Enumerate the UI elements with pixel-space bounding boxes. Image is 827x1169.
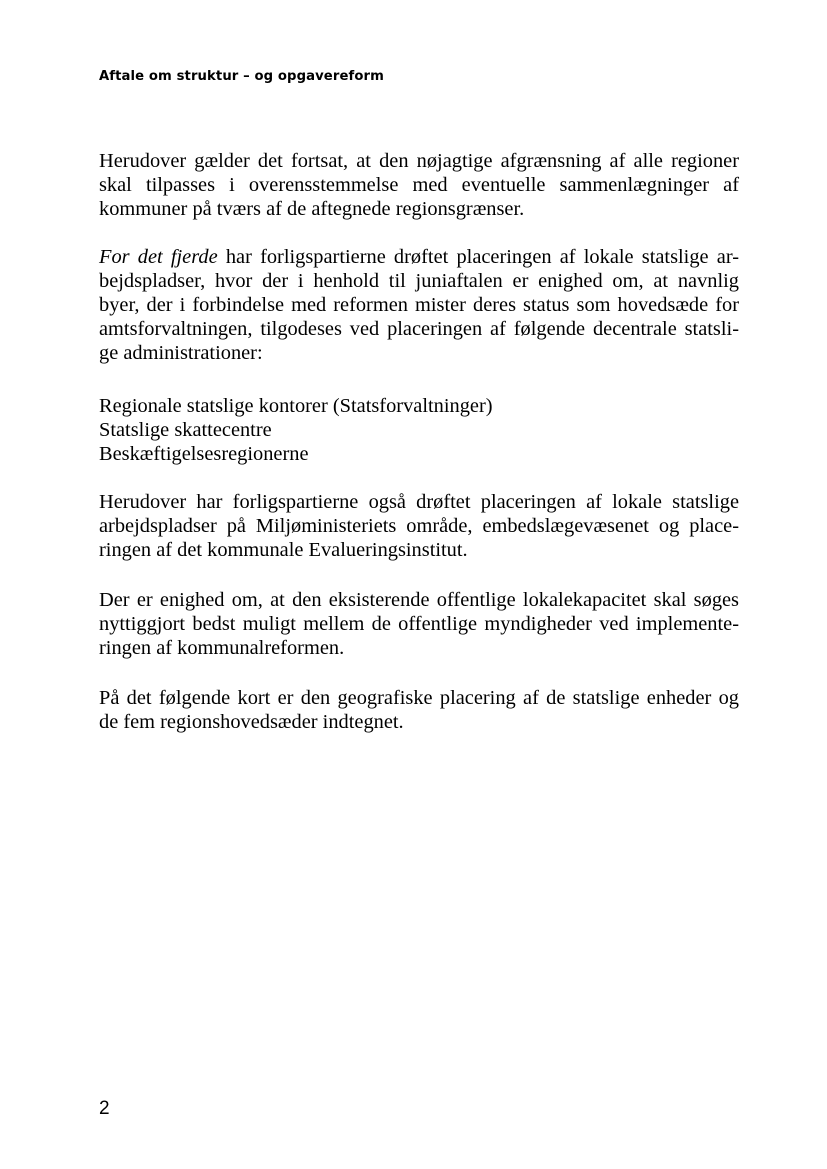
list-item: Statslige skattecentre (99, 419, 272, 441)
paragraph-line: ringen af kommunalreformen. (99, 637, 345, 659)
paragraph-line: bejdspladser, hvor der i henhold til juniaftalen er enighed om, at navnlig (99, 270, 739, 292)
paragraph-line: skal tilpasses i overensstemmelse med eventuelle sammenlægninger af (99, 174, 739, 196)
paragraph-line: ge administrationer: (99, 342, 263, 364)
paragraph-line: kommuner på tværs af de aftegnede regionsgrænser. (99, 198, 525, 220)
paragraph-line: amtsforvaltningen, tilgodeses ved placeringen af følgende decentrale statsli- (99, 318, 739, 340)
paragraph-5 (99, 588, 739, 660)
list-item: Regionale statslige kontorer (Statsforvaltninger) (99, 395, 493, 417)
paragraph-4 (99, 490, 739, 562)
paragraph-line: de fem regionshovedsæder indtegnet. (99, 711, 404, 733)
running-header: Aftale om struktur – og opgavereform (99, 69, 384, 84)
paragraph-line: byer, der i forbindelse med reformen mister deres status som hovedsæde for (99, 294, 739, 316)
paragraph-1 (99, 149, 739, 221)
paragraph-line: Herudover har forligspartierne også drøftet placeringen af lokale statslige (99, 491, 739, 513)
paragraph-line (99, 245, 739, 269)
paragraph-line-text: har forligspartierne drøftet placeringen af lokale statslige ar- (217, 246, 739, 268)
paragraph-6 (99, 686, 739, 734)
paragraph-line: På det følgende kort er den geografiske placering af de statslige enheder og (99, 687, 739, 709)
list-item: Beskæftigelsesregionerne (99, 443, 309, 465)
paragraph-line: nyttiggjort bedst muligt mellem de offentlige myndigheder ved implemente- (99, 613, 739, 635)
emphasis-text: For det fjerde (99, 246, 218, 268)
administration-list (99, 394, 739, 466)
page-number: 2 (99, 1098, 110, 1119)
paragraph-2 (99, 245, 739, 365)
paragraph-line: Der er enighed om, at den eksisterende offentlige lokalekapacitet skal søges (99, 589, 739, 611)
paragraph-line: ringen af det kommunale Evalueringsinstitut. (99, 539, 468, 561)
paragraph-line: arbejdspladser på Miljøministeriets område, embedslægevæsenet og place- (99, 515, 739, 537)
paragraph-line: Herudover gælder det fortsat, at den nøjagtige afgrænsning af alle regioner (99, 150, 739, 172)
